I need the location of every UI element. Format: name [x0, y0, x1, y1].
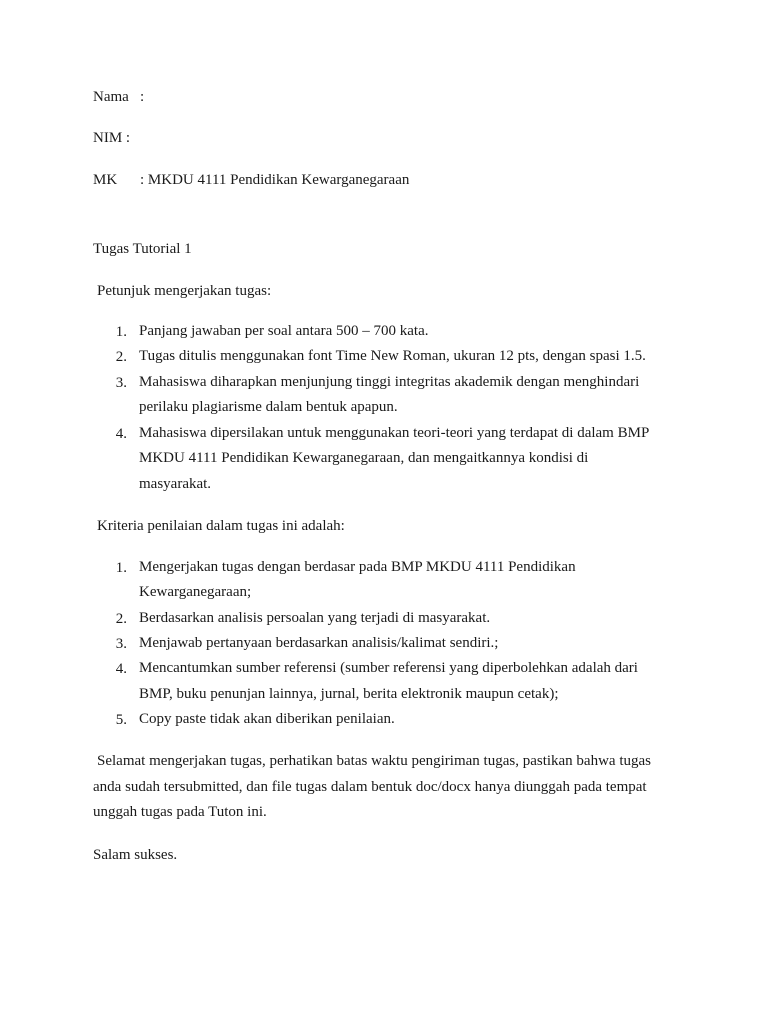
list-number: 5. [115, 712, 127, 728]
document-title: Tugas Tutorial 1 [93, 241, 192, 257]
list-item-text: Mencantumkan sumber referensi (sumber referensi yang diperbolehkan adalah dari [139, 660, 638, 676]
kriteria-heading: Kriteria penilaian dalam tugas ini adalah: [97, 518, 345, 534]
list-item-text: Mahasiswa diharapkan menjunjung tinggi integritas akademik dengan menghindari [139, 374, 640, 390]
list-number: 1. [115, 324, 127, 340]
list-item-text: Berdasarkan analisis persoalan yang terjadi di masyarakat. [139, 610, 491, 626]
list-number: 2. [115, 611, 127, 627]
list-item-text: Copy paste tidak akan diberikan penilaian. [139, 711, 395, 727]
list-number: 4. [115, 426, 127, 442]
list-item-text: BMP, buku penunjan lainnya, jurnal, berita elektronik maupun cetak); [139, 686, 559, 702]
nama-label: Nama [93, 89, 129, 105]
list-item-text: perilaku plagiarisme dalam bentuk apapun. [139, 399, 398, 415]
list-item-text: Mahasiswa dipersilakan untuk menggunakan teori-teori yang terdapat di dalam BMP [139, 425, 650, 441]
closing-line: Selamat mengerjakan tugas, perhatikan batas waktu pengiriman tugas, pastikan bahwa tugas [97, 753, 651, 769]
closing-line: anda sudah tersubmitted, dan file tugas dalam bentuk doc/docx hanya diunggah pada tempat [93, 779, 647, 795]
petunjuk-heading: Petunjuk mengerjakan tugas: [97, 283, 272, 299]
list-item-text: Tugas ditulis menggunakan font Time New Roman, ukuran 12 pts, dengan spasi 1.5. [139, 348, 646, 364]
signoff: Salam sukses. [93, 847, 178, 863]
list-item-text: masyarakat. [139, 476, 212, 492]
list-number: 3. [115, 375, 127, 391]
list-item-text: Mengerjakan tugas dengan berdasar pada BMP MKDU 4111 Pendidikan [139, 559, 576, 575]
nim-label: NIM : [93, 130, 131, 146]
mk-label: MK [93, 172, 118, 188]
list-item-text: MKDU 4111 Pendidikan Kewarganegaraan, dan mengaitkannya kondisi di [139, 450, 589, 466]
list-number: 4. [115, 661, 127, 677]
list-number: 3. [115, 636, 127, 652]
list-item-text: Panjang jawaban per soal antara 500 – 700 kata. [139, 323, 429, 339]
list-number: 2. [115, 349, 127, 365]
list-item-text: Menjawab pertanyaan berdasarkan analisis/kalimat sendiri.; [139, 635, 499, 651]
nama-colon: : [140, 89, 145, 105]
mk-value: : MKDU 4111 Pendidikan Kewarganegaraan [140, 172, 410, 188]
closing-line: unggah tugas pada Tuton ini. [93, 804, 267, 820]
list-number: 1. [115, 560, 127, 576]
list-item-text: Kewarganegaraan; [139, 584, 252, 600]
